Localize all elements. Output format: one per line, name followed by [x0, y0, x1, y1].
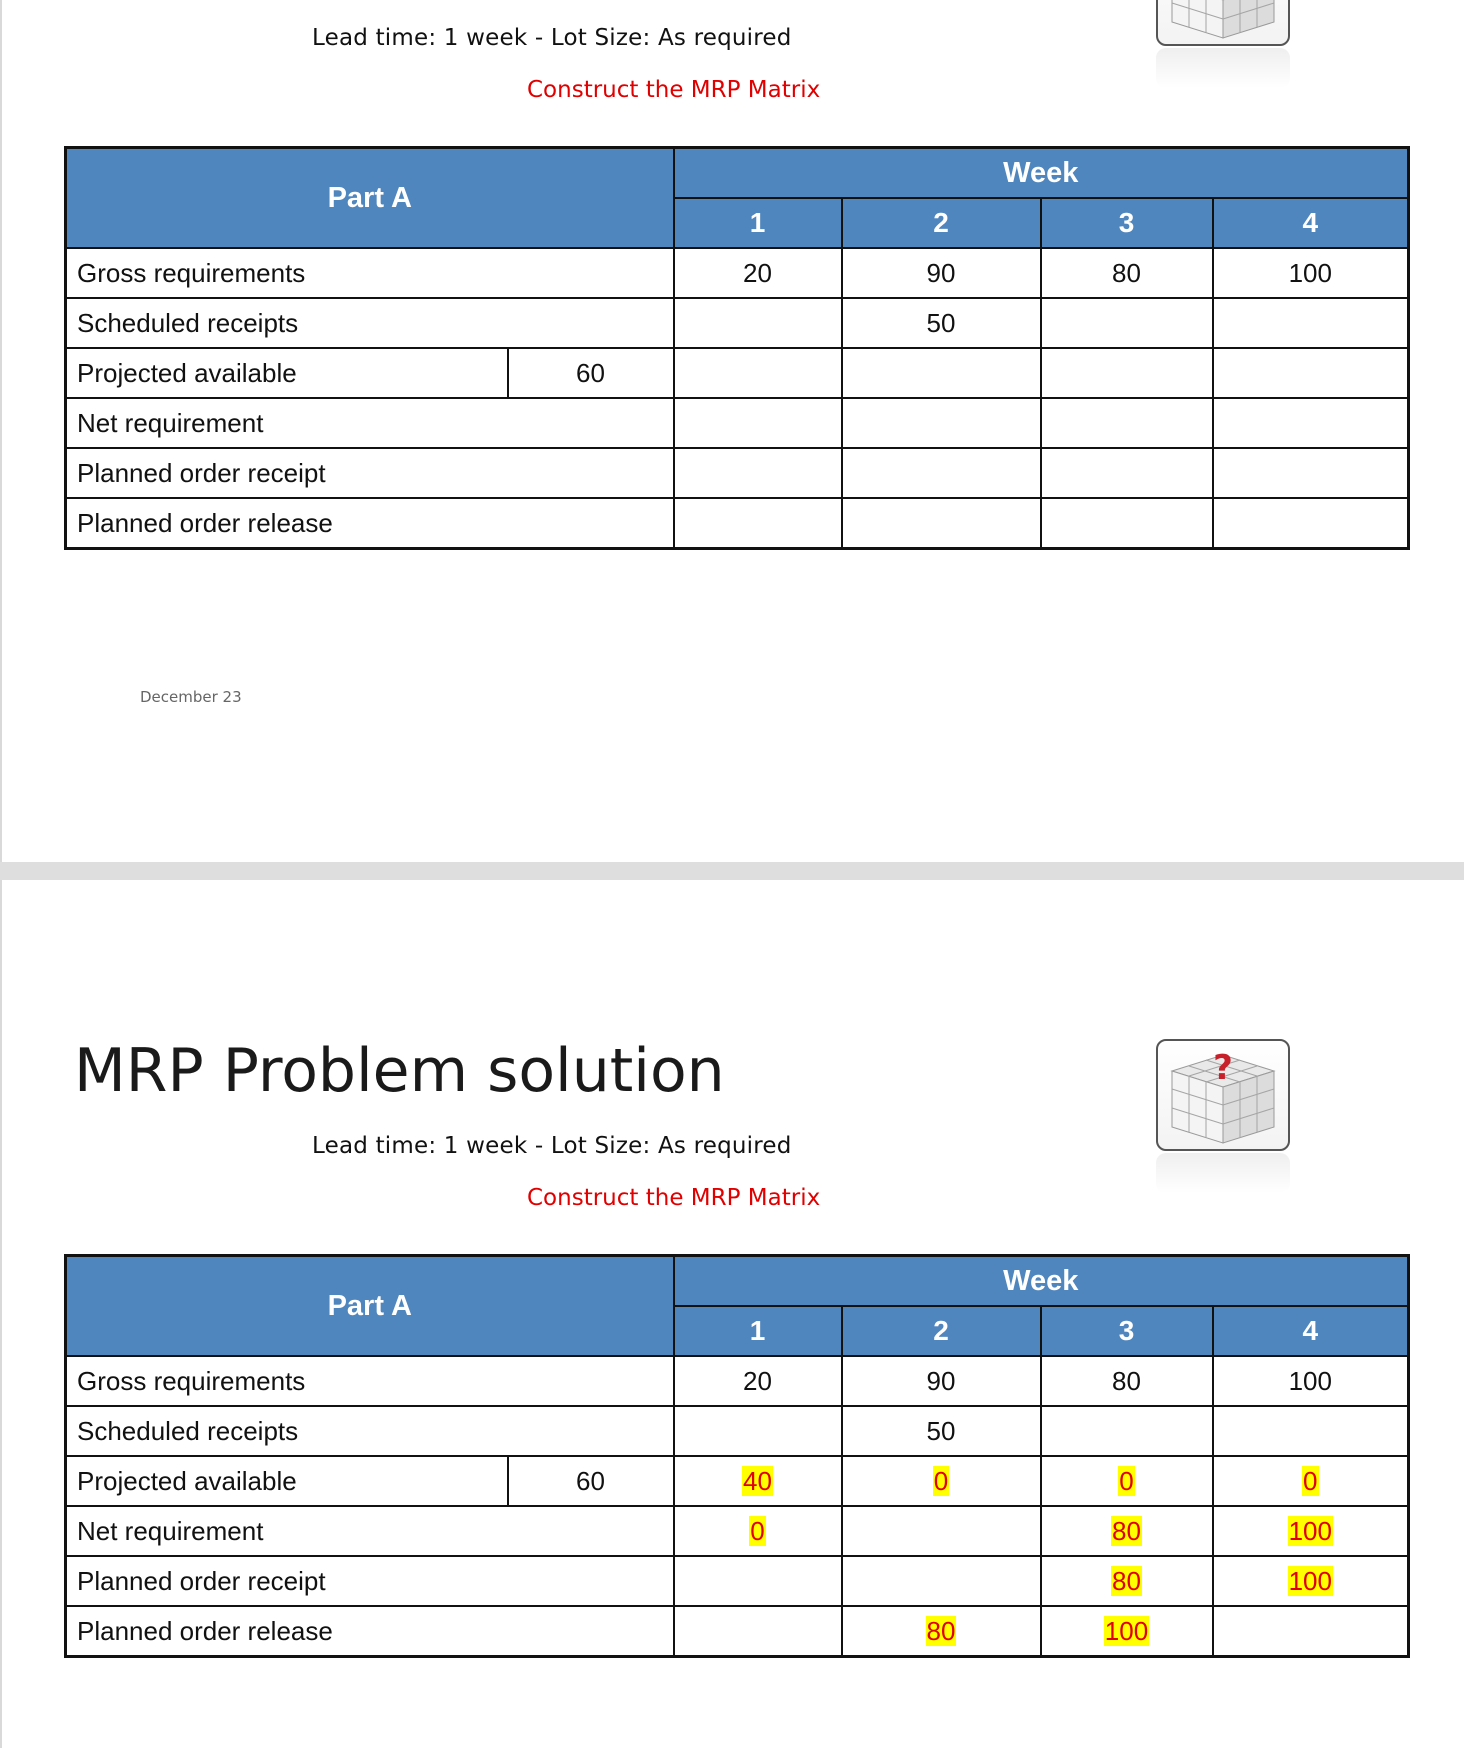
row-label: Net requirement — [66, 398, 674, 448]
highlighted-value: 80 — [1112, 1515, 1141, 1546]
cell — [674, 448, 842, 498]
slide-title: MRP Problem solution — [74, 1036, 725, 1106]
cell: 20 — [674, 1356, 842, 1406]
mrp-solution-table — [64, 1254, 1410, 1658]
row-label: Scheduled receipts — [66, 298, 674, 348]
cell — [842, 348, 1041, 398]
row-label: Projected available — [66, 348, 508, 398]
cell: 100 — [1213, 248, 1409, 298]
mrp-matrix-table — [64, 146, 1410, 550]
cell — [1213, 498, 1409, 549]
cell — [1041, 348, 1213, 398]
cell — [842, 1456, 1041, 1506]
highlighted-value: 100 — [1288, 1565, 1332, 1596]
initial-inventory: 60 — [508, 348, 674, 398]
cell — [842, 398, 1041, 448]
cell — [1041, 1406, 1213, 1456]
svg-text:?: ? — [1213, 1048, 1233, 1088]
highlighted-value: 100 — [1104, 1615, 1149, 1646]
cell — [842, 1506, 1041, 1556]
cell: 80 — [1041, 248, 1213, 298]
cell — [1213, 1606, 1409, 1657]
week-1-header: 1 — [674, 1306, 842, 1356]
cell: 50 — [842, 298, 1041, 348]
week-1-header: 1 — [674, 198, 842, 248]
week-header: Week — [674, 148, 1409, 199]
footer-date: December 23 — [140, 688, 242, 706]
cell — [674, 1606, 842, 1657]
cell — [674, 348, 842, 398]
cell: 50 — [842, 1406, 1041, 1456]
cell: 90 — [842, 248, 1041, 298]
table-row — [66, 298, 1409, 348]
table-row — [66, 398, 1409, 448]
table-row — [66, 348, 1409, 398]
week-2-header: 2 — [842, 198, 1041, 248]
cell — [842, 1606, 1041, 1657]
row-label: Planned order receipt — [66, 448, 674, 498]
highlighted-value: 0 — [1119, 1465, 1134, 1496]
cell — [674, 398, 842, 448]
cell — [1041, 398, 1213, 448]
cell — [1213, 448, 1409, 498]
cell — [1041, 298, 1213, 348]
row-label: Scheduled receipts — [66, 1406, 674, 1456]
table-row — [66, 248, 1409, 298]
cell — [1041, 1506, 1213, 1556]
cell — [1213, 348, 1409, 398]
cell — [674, 498, 842, 549]
highlighted-value: 40 — [743, 1465, 772, 1496]
week-4-header: 4 — [1213, 198, 1409, 248]
cell — [674, 1556, 842, 1606]
cell — [842, 448, 1041, 498]
slide-separator — [0, 862, 1464, 880]
table-row — [66, 1456, 1409, 1506]
initial-inventory: 60 — [508, 1456, 674, 1506]
cell — [1041, 498, 1213, 549]
cell — [842, 1556, 1041, 1606]
icon-reflection — [1156, 48, 1290, 88]
week-3-header: 3 — [1041, 1306, 1213, 1356]
highlighted-value: 100 — [1288, 1515, 1332, 1546]
cell: 80 — [1041, 1356, 1213, 1406]
highlighted-value: 80 — [926, 1615, 956, 1646]
cell — [674, 298, 842, 348]
cell — [1213, 1556, 1409, 1606]
row-label: Projected available — [66, 1456, 508, 1506]
highlighted-value: 0 — [750, 1515, 765, 1546]
cell — [1213, 1456, 1409, 1506]
table-row — [66, 1606, 1409, 1657]
table-row — [66, 498, 1409, 549]
cell — [1041, 1606, 1213, 1657]
slide-2 — [0, 880, 1464, 1748]
cell: 20 — [674, 248, 842, 298]
cell: 90 — [842, 1356, 1041, 1406]
row-label: Gross requirements — [66, 248, 674, 298]
week-2-header: 2 — [842, 1306, 1041, 1356]
cell — [1041, 448, 1213, 498]
instruction-text: Construct the MRP Matrix — [527, 77, 821, 103]
cell — [842, 498, 1041, 549]
cell — [1041, 1456, 1213, 1506]
table-row — [66, 1356, 1409, 1406]
cell — [674, 1406, 842, 1456]
cell — [1041, 1556, 1213, 1606]
week-4-header: 4 — [1213, 1306, 1409, 1356]
cell: 100 — [1213, 1356, 1409, 1406]
table-row — [66, 1406, 1409, 1456]
table-row — [66, 1556, 1409, 1606]
table-row — [66, 448, 1409, 498]
highlighted-value: 0 — [1303, 1465, 1318, 1496]
question-cube-icon — [1156, 1039, 1290, 1151]
part-label: Part A — [66, 1256, 674, 1357]
question-cube-icon — [1156, 0, 1290, 46]
cell — [1213, 1506, 1409, 1556]
row-label: Gross requirements — [66, 1356, 674, 1406]
cell — [674, 1506, 842, 1556]
highlighted-value: 0 — [933, 1465, 949, 1496]
week-header: Week — [674, 1256, 1409, 1307]
subtitle: Lead time: 1 week - Lot Size: As required — [312, 25, 792, 51]
cell — [1213, 398, 1409, 448]
instruction-text: Construct the MRP Matrix — [527, 1185, 821, 1211]
table-row — [66, 1506, 1409, 1556]
row-label: Planned order release — [66, 498, 674, 549]
cell — [1213, 298, 1409, 348]
subtitle: Lead time: 1 week - Lot Size: As required — [312, 1133, 792, 1159]
highlighted-value: 80 — [1112, 1565, 1141, 1596]
part-label: Part A — [66, 148, 674, 249]
cell — [674, 1456, 842, 1506]
slide-1 — [0, 0, 1464, 862]
row-label: Net requirement — [66, 1506, 674, 1556]
row-label: Planned order release — [66, 1606, 674, 1657]
cell — [1213, 1406, 1409, 1456]
row-label: Planned order receipt — [66, 1556, 674, 1606]
week-3-header: 3 — [1041, 198, 1213, 248]
icon-reflection — [1156, 1153, 1290, 1193]
